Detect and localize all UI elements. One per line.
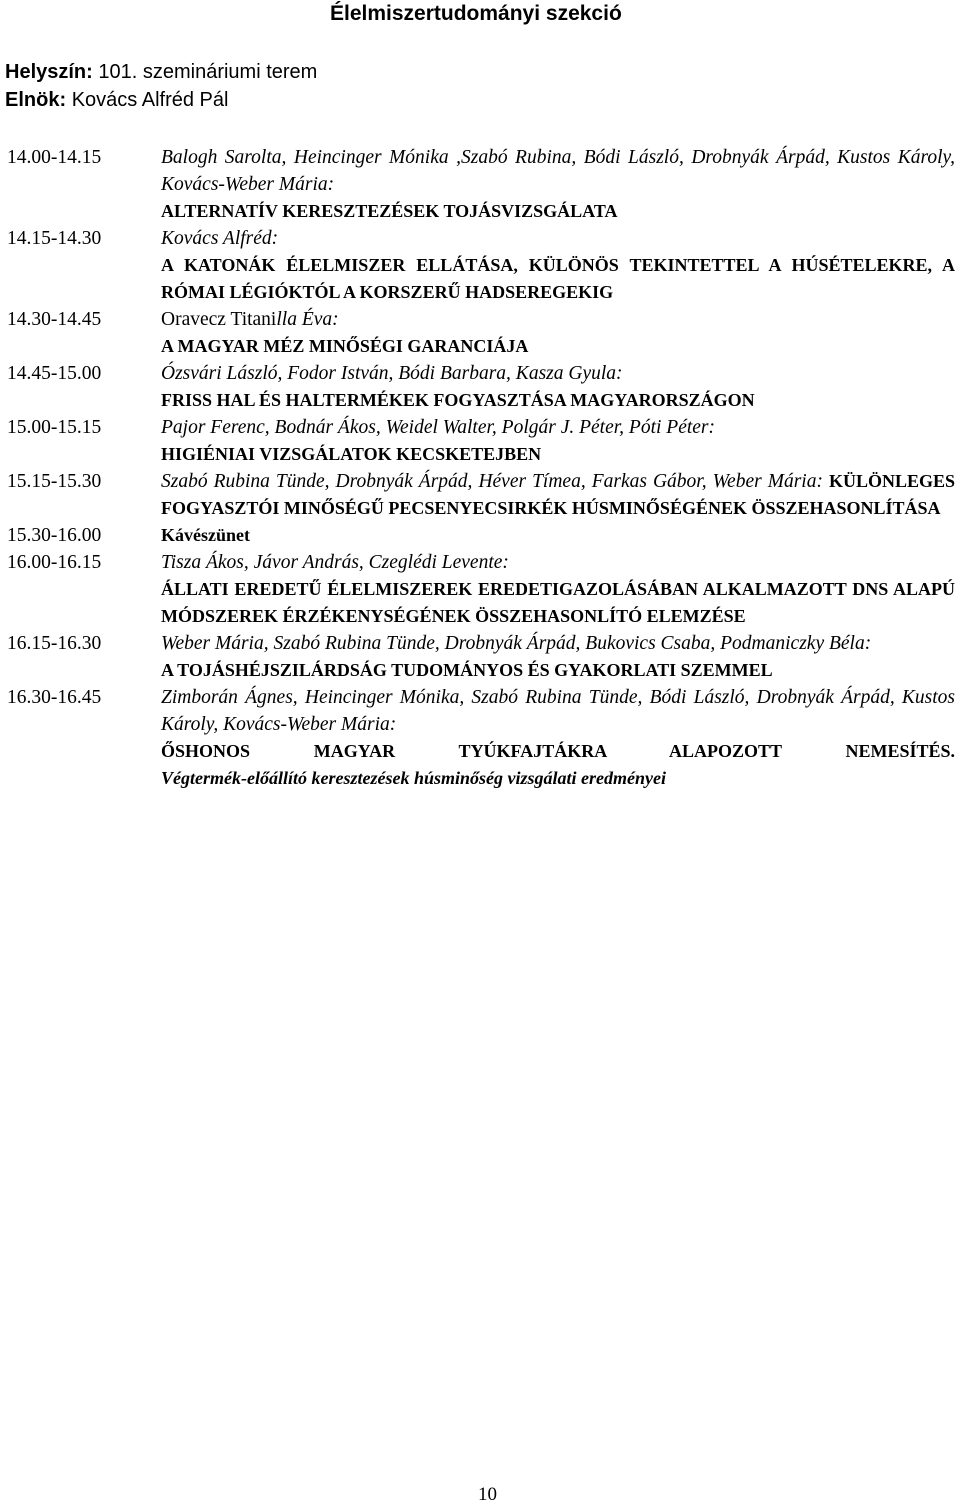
schedule-slot <box>7 414 955 468</box>
slot-authors: Szabó Rubina Tünde, Drobnyák Árpád, Héver Tímea, Farkas Gábor, Weber Mária: <box>161 471 823 492</box>
slot-authors: Zimborán Ágnes, Heincinger Mónika, Szabó Rubina Tünde, Bódi László, Drobnyák Árpád, Kustos Károly, Kovács-Weber Mária: <box>161 687 955 735</box>
slot-time: 14.30-14.45 <box>7 309 102 330</box>
slot-title: ÁLLATI EREDETŰ ÉLELMISZEREK EREDETIGAZOLÁSÁBAN ALKALMAZOTT DNS ALAPÚ MÓDSZEREK ÉRZÉKENYSÉGÉNEK ÖSSZEHASONLÍTÓ ELEMZÉSE <box>161 579 955 626</box>
slot-authors-with-title <box>161 468 955 522</box>
slot-content <box>161 468 955 522</box>
slot-authors-italic: lla Éva: <box>276 309 339 330</box>
schedule-slot <box>7 144 955 225</box>
slot-content <box>161 144 955 225</box>
slot-title: ŐSHONOS MAGYAR TYÚKFAJTÁKRA ALAPOZOTT NEMESÍTÉS. <box>161 741 955 761</box>
slot-authors <box>161 306 955 333</box>
slot-title: A KATONÁK ÉLELMISZER ELLÁTÁSA, KÜLÖNÖS TEKINTETTEL A HÚSÉTELEKRE, A RÓMAI LÉGIÓKTÓL A KORSZERŰ HADSEREGEKIG <box>161 255 955 302</box>
slot-title: HIGIÉNIAI VIZSGÁLATOK KECSKETEJBEN <box>161 444 542 464</box>
slot-authors-plain: Oravecz Titani <box>161 309 277 330</box>
slot-authors: Pajor Ferenc, Bodnár Ákos, Weidel Walter, Polgár J. Péter, Póti Péter: <box>161 417 716 438</box>
slot-authors: Ózsvári László, Fodor István, Bódi Barbara, Kasza Gyula: <box>161 363 623 384</box>
schedule-slot-break <box>7 522 955 549</box>
schedule-slot <box>7 684 955 792</box>
slot-title: ALTERNATÍV KERESZTEZÉSEK TOJÁSVIZSGÁLATA <box>161 201 618 221</box>
slot-time: 15.30-16.00 <box>7 525 102 546</box>
schedule-slot <box>7 360 955 414</box>
coffee-break-label: Kávészünet <box>161 525 250 545</box>
chair-value: Kovács Alfréd Pál <box>71 89 229 111</box>
slot-authors: Balogh Sarolta, Heincinger Mónika ,Szabó Rubina, Bódi László, Drobnyák Árpád, Kustos Károly, Kovács-Weber Mária: <box>161 147 955 195</box>
slot-time: 15.00-15.15 <box>7 417 102 438</box>
location-value: 101. szemináriumi terem <box>98 61 318 83</box>
slot-content <box>161 414 955 468</box>
chair-label: Elnök: <box>5 89 67 111</box>
slot-title: FRISS HAL ÉS HALTERMÉKEK FOGYASZTÁSA MAGYARORSZÁGON <box>161 390 755 410</box>
slot-content <box>161 630 955 684</box>
slot-content <box>161 225 955 306</box>
slot-subtitle: Végtermék-előállító keresztezések húsminőség vizsgálati eredményei <box>161 768 666 788</box>
slot-content <box>161 360 955 414</box>
schedule-slot <box>7 225 955 306</box>
slot-time: 14.00-14.15 <box>7 147 102 168</box>
schedule <box>7 144 955 792</box>
schedule-slot <box>7 549 955 630</box>
slot-title: A TOJÁSHÉJSZILÁRDSÁG TUDOMÁNYOS ÉS GYAKORLATI SZEMMEL <box>161 660 773 680</box>
schedule-slot <box>7 468 955 522</box>
page-number: 10 <box>478 1484 497 1505</box>
slot-time: 16.00-16.15 <box>7 552 102 573</box>
slot-authors: Kovács Alfréd: <box>161 228 279 249</box>
slot-content <box>161 549 955 630</box>
location-line <box>5 61 317 84</box>
schedule-slot <box>7 306 955 360</box>
slot-content <box>161 684 955 792</box>
slot-time: 15.15-15.30 <box>7 471 102 492</box>
slot-time: 14.45-15.00 <box>7 363 102 384</box>
slot-time: 16.30-16.45 <box>7 687 102 708</box>
location-label: Helyszín: <box>5 61 93 83</box>
slot-content <box>161 306 955 360</box>
slot-time: 16.15-16.30 <box>7 633 102 654</box>
chair-line <box>5 89 228 112</box>
section-title: Élelmiszertudományi szekció <box>330 2 622 25</box>
slot-authors: Tisza Ákos, Jávor András, Czeglédi Levente: <box>161 552 509 573</box>
slot-time: 14.15-14.30 <box>7 228 102 249</box>
slot-title: KÜLÖNLEGES FOGYASZTÓI MINŐSÉGŰ PECSENYECSIRKÉK HÚSMINŐSÉGÉNEK ÖSSZEHASONLÍTÁSA <box>161 471 956 518</box>
schedule-slot <box>7 630 955 684</box>
slot-content <box>161 522 955 549</box>
slot-authors: Weber Mária, Szabó Rubina Tünde, Drobnyák Árpád, Bukovics Csaba, Podmaniczky Béla: <box>161 633 872 654</box>
slot-title: A MAGYAR MÉZ MINŐSÉGI GARANCIÁJA <box>161 336 529 356</box>
